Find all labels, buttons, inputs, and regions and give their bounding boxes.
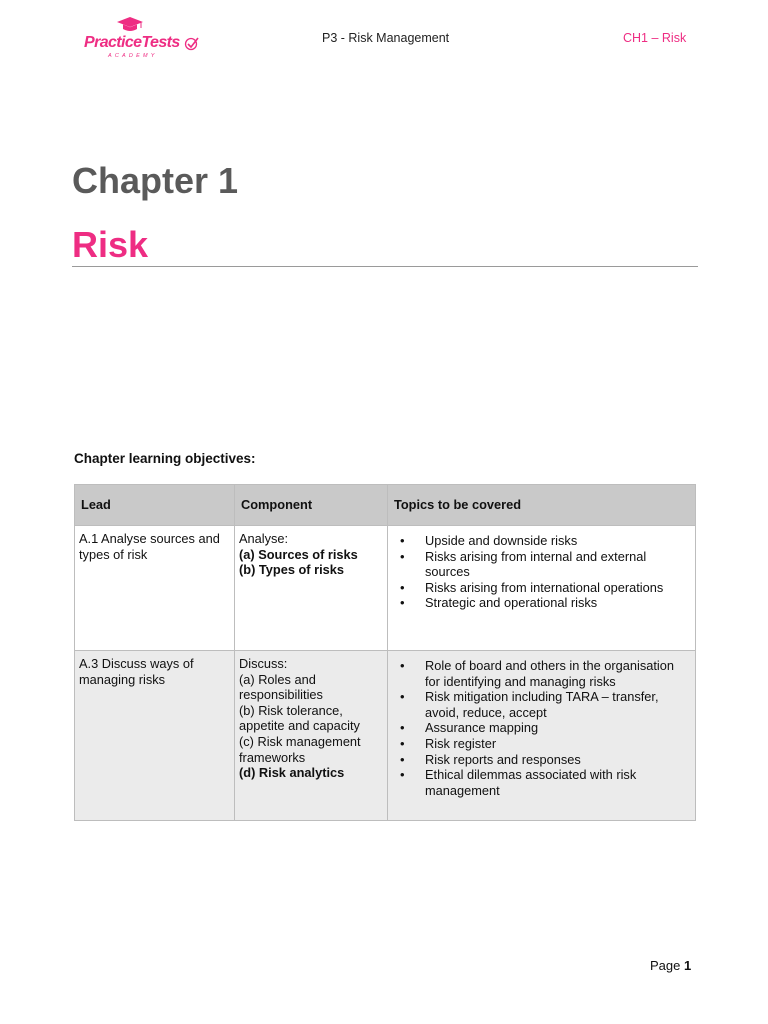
column-header-component: Component <box>235 485 388 526</box>
learning-objectives-table <box>74 484 696 821</box>
topics-list <box>392 658 691 798</box>
topic-item: • Role of board and others in the organisation for identifying and managing risks <box>400 658 691 689</box>
checkmark-icon <box>184 35 200 51</box>
topics-cell <box>388 526 696 651</box>
topic-item: • Assurance mapping <box>400 720 691 736</box>
topic-item: • Ethical dilemmas associated with risk management <box>400 767 691 798</box>
topic-item: • Risks arising from international operations <box>400 580 691 596</box>
topics-list <box>392 533 691 611</box>
lead-cell: A.3 Discuss ways of managing risks <box>75 651 235 821</box>
component-cell <box>235 526 388 651</box>
page-number-footer <box>650 958 691 973</box>
brand-logo <box>84 16 200 60</box>
topic-item: • Risks arising from internal and external sources <box>400 549 691 580</box>
table-header-row <box>75 485 696 526</box>
column-header-lead: Lead <box>75 485 235 526</box>
table-row <box>75 526 696 651</box>
topic-item: • Risk register <box>400 736 691 752</box>
title-divider <box>72 266 698 267</box>
topic-item: • Risk reports and responses <box>400 752 691 768</box>
component-item: (c) Risk management frameworks <box>239 733 361 765</box>
topic-item: • Strategic and operational risks <box>400 595 691 611</box>
page-label-text: Page <box>650 958 681 973</box>
component-cell <box>235 651 388 821</box>
chapter-title-heading: Risk <box>72 224 149 265</box>
logo-wordmark: PracticeTests <box>84 34 180 51</box>
logo-subtext: ACADEMY <box>108 53 158 59</box>
header-chapter-label: CH1 – Risk <box>623 31 687 45</box>
component-item: (b) Types of risks <box>239 562 345 578</box>
graduation-cap-icon <box>116 16 144 34</box>
header-course-title: P3 - Risk Management <box>322 31 450 45</box>
component-item: (a) Roles and responsibilities <box>239 671 323 703</box>
topics-cell <box>388 651 696 821</box>
table-row <box>75 651 696 821</box>
topic-item: • Risk mitigation including TARA – transfer, avoid, reduce, accept <box>400 689 691 720</box>
chapter-number-heading: Chapter 1 <box>72 160 239 201</box>
topic-item: • Upside and downside risks <box>400 533 691 549</box>
column-header-topics: Topics to be covered <box>388 485 696 526</box>
component-item: (b) Risk tolerance, appetite and capacity <box>239 702 360 734</box>
component-item: (a) Sources of risks <box>239 546 358 562</box>
page-number: 1 <box>684 958 692 973</box>
component-item: (d) Risk analytics <box>239 765 345 781</box>
objectives-heading: Chapter learning objectives: <box>74 451 256 466</box>
lead-cell: A.1 Analyse sources and types of risk <box>75 526 235 651</box>
component-intro: Discuss: <box>239 656 288 671</box>
component-intro: Analyse: <box>239 531 289 546</box>
